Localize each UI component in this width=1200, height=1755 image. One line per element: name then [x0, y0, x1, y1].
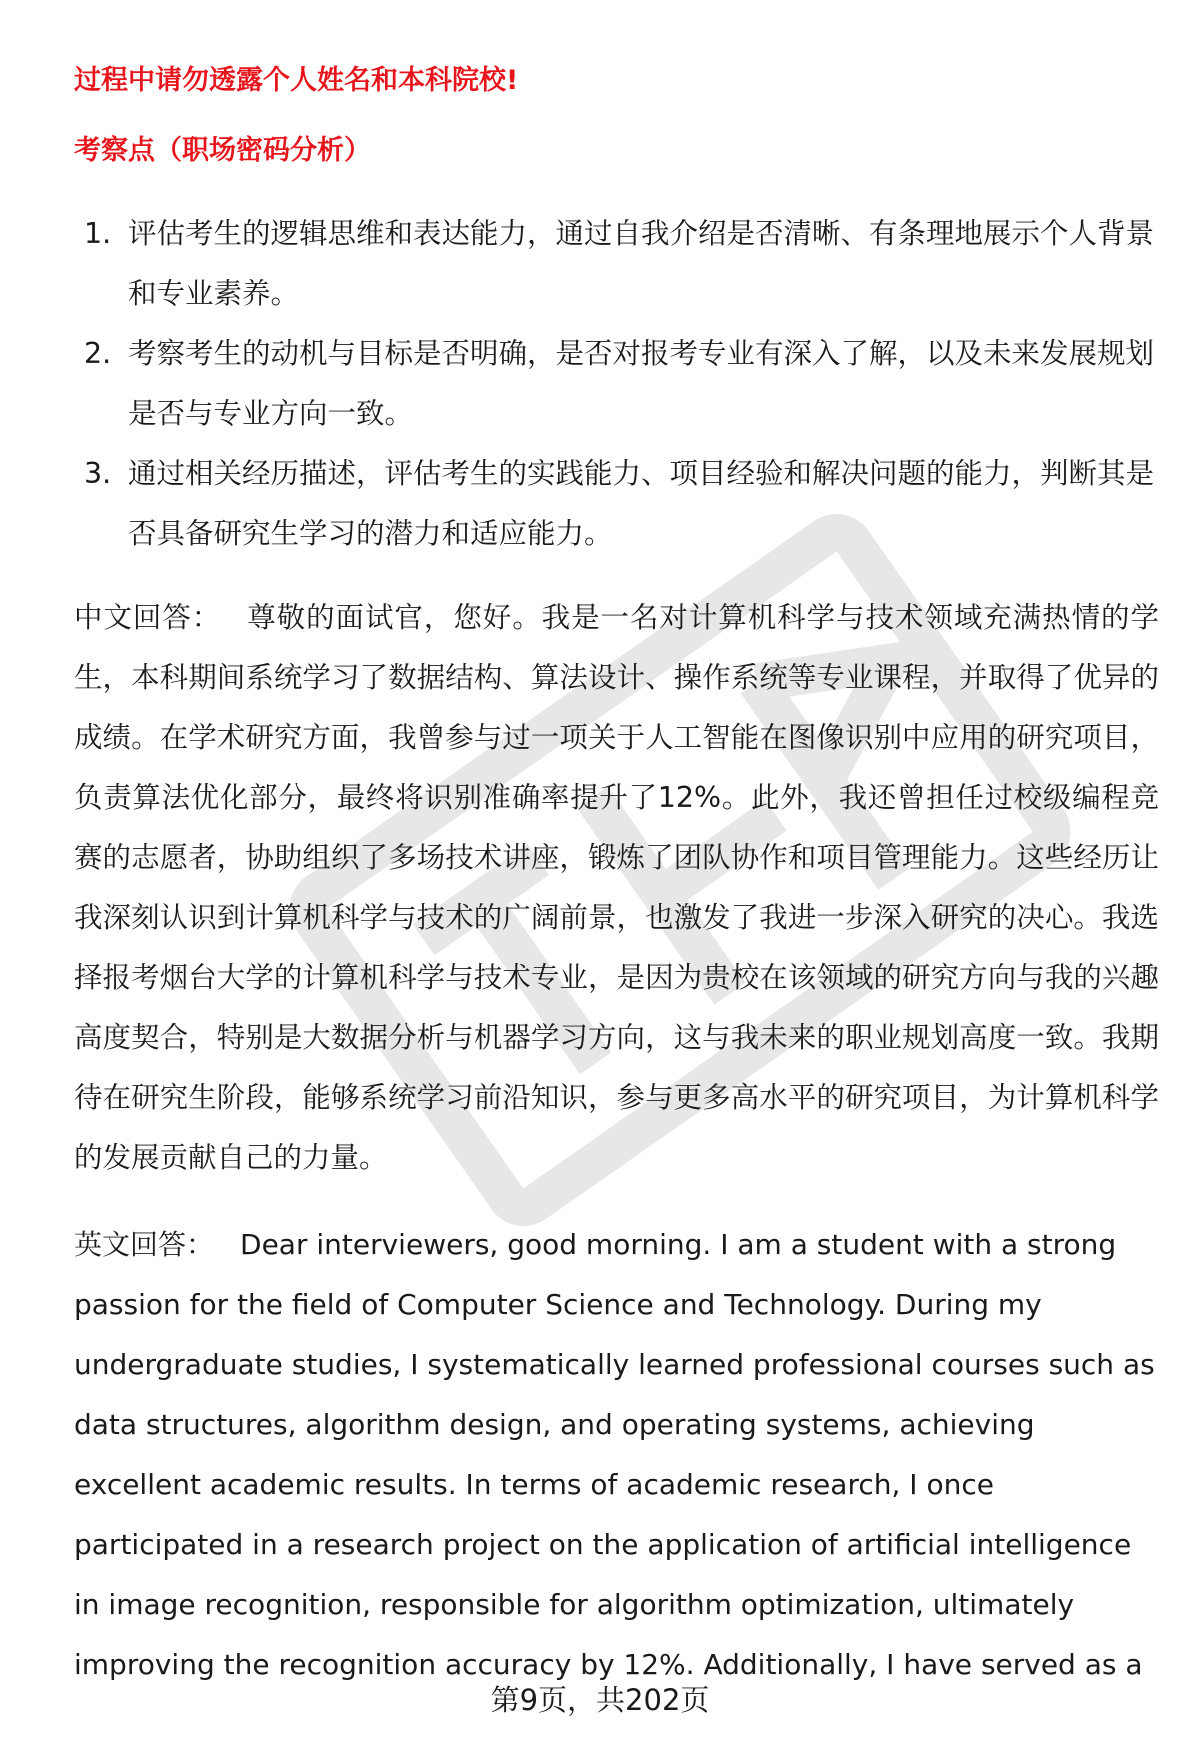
- list-item: [74, 204, 1154, 324]
- list-item: [74, 444, 1154, 564]
- points-title: 考察点（职场密码分析）: [74, 135, 371, 166]
- list-item-number: 2.: [84, 337, 112, 370]
- chinese-answer: [74, 588, 1159, 1188]
- list-item: [74, 324, 1154, 444]
- chinese-answer-text: 尊敬的面试官，您好。我是一名对计算机科学与技术领域充满热情的学生，本科期间系统学习了数据结构、算法设计、操作系统等专业课程，并取得了优异的成绩。在学术研究方面，我曾参与过一项关于人工智能在图像识别中应用的研究项目，负责算法优化部分，最终将识别准确率提升了12%。此外，我还曾担任过校级编程竞赛的志愿者，协助组织了多场技术讲座，锻炼了团队协作和项目管理能力。这些经历让我深刻认识到计算机科学与技术的广阔前景，也激发了我进一步深入研究的决心。我选择报考烟台大学的计算机科学与技术专业，是因为贵校在该领域的研究方向与我的兴趣高度契合，特别是大数据分析与机器学习方向，这与我未来的职业规划高度一致。我期待在研究生阶段，能够系统学习前沿知识，参与更多高水平的研究项目，为计算机科学的发展贡献自己的力量。: [74, 601, 1159, 1174]
- english-answer: [74, 1215, 1159, 1695]
- warning-heading: 过程中请勿透露个人姓名和本科院校!: [74, 65, 519, 96]
- list-item-text: 考察考生的动机与目标是否明确，是否对报考专业有深入了解，以及未来发展规划是否与专业方向一致。: [128, 337, 1155, 430]
- chinese-answer-label: 中文回答：: [74, 601, 222, 634]
- list-item-text: 通过相关经历描述，评估考生的实践能力、项目经验和解决问题的能力，判断其是否具备研究生学习的潜力和适应能力。: [128, 457, 1155, 550]
- page-footer: 第9页，共202页: [490, 1683, 710, 1717]
- list-item-text: 评估考生的逻辑思维和表达能力，通过自我介绍是否清晰、有条理地展示个人背景和专业素养。: [128, 217, 1155, 310]
- english-answer-text: Dear interviewers, good morning. I am a student with a strong passion for the field of Computer Science and Technology. During my undergraduate studies, I systematically learned professional courses such as data structures, algorithm design, and operating systems, achieving excellent academic results. In terms of academic research, I once participated in a research project on the application of artificial intelligence in image recognition, responsible for algorithm optimization, ultimately improving the recognition accuracy by 12%. Additionally, I have served as a: [74, 1228, 1155, 1681]
- list-item-number: 3.: [84, 457, 112, 490]
- evaluation-points-list: [74, 204, 1154, 564]
- list-item-number: 1.: [84, 217, 112, 250]
- english-answer-label: 英文回答：: [74, 1228, 215, 1261]
